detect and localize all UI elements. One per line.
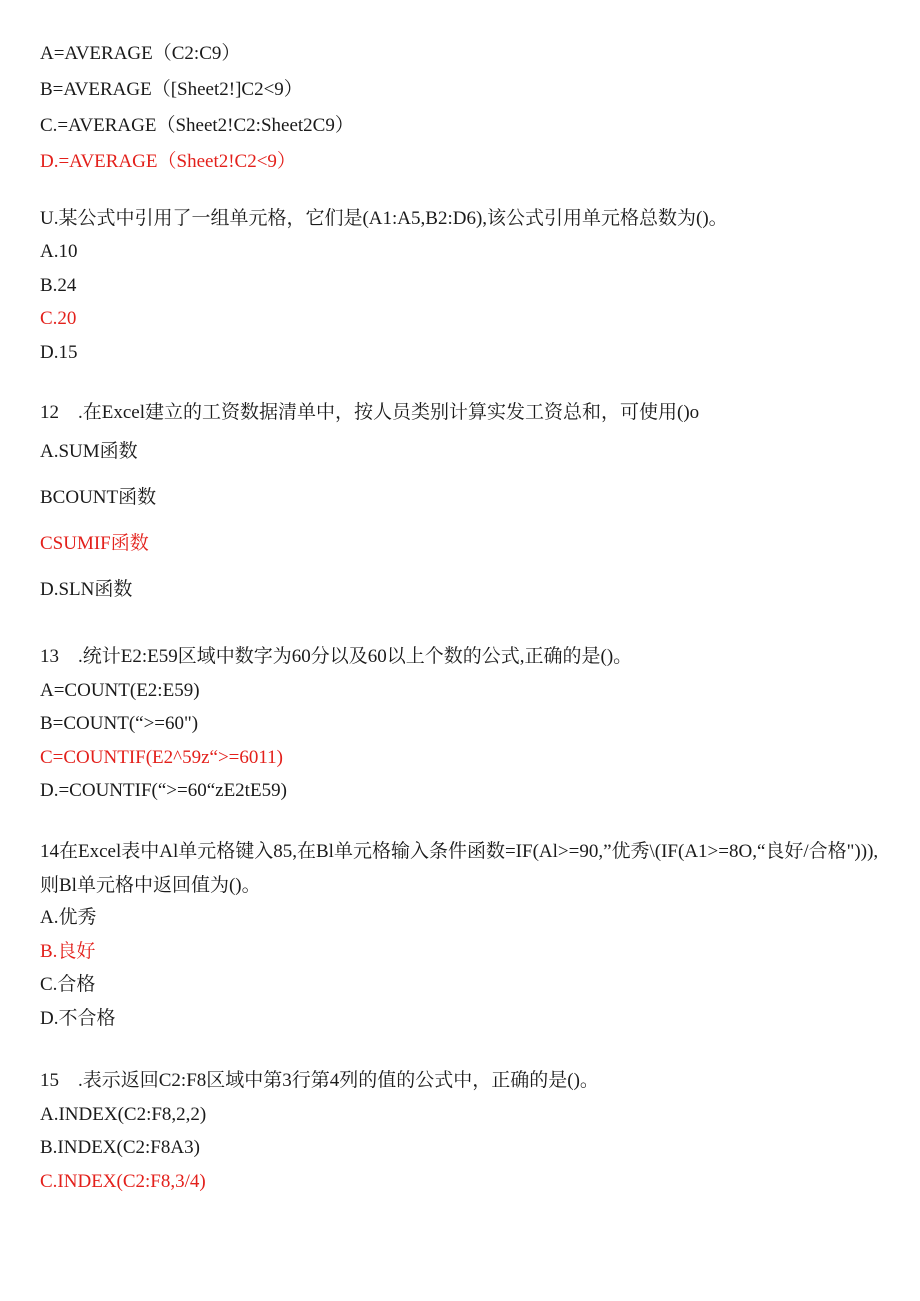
q12-question: 12 .在Excel建立的工资数据清单中，按人员类别计算实发工资总和，可使用()o [40,402,700,423]
q13-option-d: D.=COUNTIF(“>=60“zE2tE59) [40,780,287,801]
q12-option-b: BCOUNT函数 [40,487,157,508]
q13-option-a: A=COUNT(E2:E59) [40,680,200,701]
q11-option-c-correct: C.20 [40,308,77,329]
q15-option-a: A.INDEX(C2:F8,2,2) [40,1104,207,1125]
q12-option-a: A.SUM函数 [40,441,138,462]
q13-question: 13 .统计E2:E59区域中数字为60分以及60以上个数的公式,正确的是()。 [40,646,633,667]
q14-option-b-correct: B.良好 [40,941,96,962]
q12-option-d: D.SLN函数 [40,579,133,600]
q10-option-a: A=AVERAGE（C2:C9） [40,43,241,64]
q13-option-c-correct: C=COUNTIF(E2^59z“>=6011) [40,747,283,768]
q10-option-b: B=AVERAGE（[Sheet2!]C2<9） [40,79,303,100]
q11-option-d: D.15 [40,342,78,363]
q12-option-c-correct: CSUMIF函数 [40,533,149,554]
q13-option-b: B=COUNT(“>=60") [40,713,199,734]
q14-option-c: C.合格 [40,974,96,995]
q14-option-d: D.不合格 [40,1008,116,1029]
q14-option-a: A.优秀 [40,907,97,928]
q14-question: 14在Excel表中Al单元格键入85,在Bl单元格输入条件函数=IF(Al>=90,”优秀\(IF(A1>=8O,“良好/合格"))),则Bl单元格中返回值为()。 [40,841,879,896]
q11-option-a: A.10 [40,241,78,262]
q10-option-c: C.=AVERAGE（Sheet2!C2:Sheet2C9） [40,115,354,136]
q11-option-b: B.24 [40,275,77,296]
q15-question: 15 .表示返回C2:F8区域中第3行第4列的值的公式中，正确的是()。 [40,1070,599,1091]
q15-option-c-correct: C.INDEX(C2:F8,3/4) [40,1171,206,1192]
q15-option-b: B.INDEX(C2:F8A3) [40,1137,200,1158]
q11-question: U.某公式中引用了一组单元格，它们是(A1:A5,B2:D6),该公式引用单元格总数为()。 [40,208,728,229]
q10-option-d-correct: D.=AVERAGE（Sheet2!C2<9） [40,151,296,172]
